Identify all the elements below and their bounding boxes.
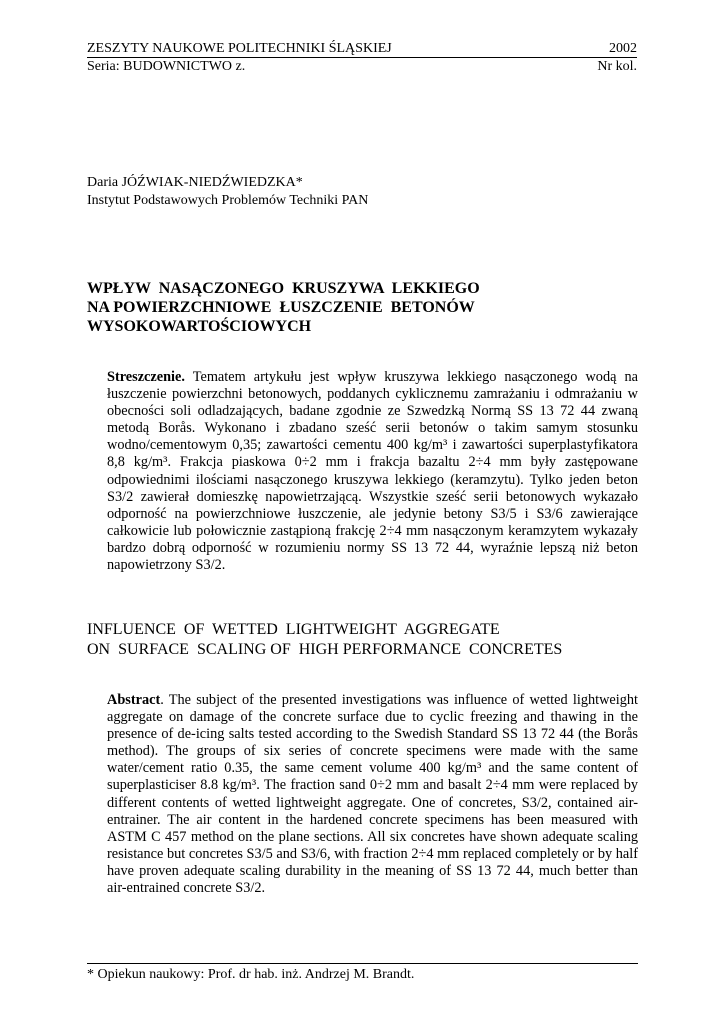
polish-title-line: WYSOKOWARTOŚCIOWYCH	[87, 318, 312, 335]
header-rule	[87, 57, 637, 58]
journal-issue: Nr kol.	[597, 59, 637, 74]
english-abstract	[87, 692, 638, 897]
polish-abstract-label: Streszczenie.	[107, 369, 185, 385]
author-block	[87, 174, 368, 210]
polish-title-line: NA POWIERZCHNIOWE ŁUSZCZENIE BETONÓW	[87, 299, 475, 316]
running-header-top	[87, 41, 637, 57]
english-abstract-label: Abstract	[107, 692, 161, 708]
footnote: * Opiekun naukowy: Prof. dr hab. inż. Andrzej M. Brandt.	[87, 967, 415, 982]
english-title-line: INFLUENCE OF WETTED LIGHTWEIGHT AGGREGATE	[87, 621, 500, 638]
polish-title-line: WPŁYW NASĄCZONEGO KRUSZYWA LEKKIEGO	[87, 280, 480, 297]
journal-year: 2002	[609, 41, 637, 56]
running-header-bottom	[87, 59, 637, 75]
polish-title	[87, 279, 647, 336]
journal-name: ZESZYTY NAUKOWE POLITECHNIKI ŚLĄSKIEJ	[87, 41, 392, 56]
english-title-line: ON SURFACE SCALING OF HIGH PERFORMANCE CONCRETES	[87, 641, 563, 658]
footnote-rule	[87, 963, 638, 964]
english-abstract-text: . The subject of the presented investigations was influence of wetted lightweight aggregate on damage of the concrete surface due to cyclic freezing and thawing in the presence of de-icing salts tested according to the Swedish Standard SS 13 72 44 (the Borås method). The groups of six series of concrete specimens were made with the same water/cement ratio 0.35, the same cement volume 400 kg/m³ and the same content of superplasticiser 8.8 kg/m³. The fraction sand 0÷2 mm and basalt 2÷4 mm were replaced by different contents of wetted lightweight aggregate. One of concretes, S3/2, contained air-entrainer. The air content in the hardened concrete specimens has been measured with ASTM C 457 method on the plane sections. All six concretes have shown adequate scaling resistance but concretes S3/5 and S3/6, with fraction 2÷4 mm replaced completely or by half have proven adequate scaling durability in the meaning of SS 13 72 44, much better than air-entrained concrete S3/2.	[107, 692, 638, 897]
journal-series: Seria: BUDOWNICTWO z.	[87, 59, 246, 74]
polish-abstract	[87, 369, 638, 574]
polish-abstract-text: Tematem artykułu jest wpływ kruszywa lekkiego nasączonego wodą na łuszczenie powierzchni betonowych, poddanych cyklicznemu zamrażaniu i odmrażaniu w obecności soli odladzających, badane zgodnie ze Szwedzką Normą SS 13 72 44 zwaną metodą Borås. Wykonano i zbadano sześć serii betonów o takim samym stosunku wodno/cementowym 0,35; zawartości cementu 400 kg/m³ i zawartości superplastyfikatora 8,8 kg/m³. Frakcja piaskowa 0÷2 mm i frakcja bazaltu 2÷4 mm były zastępowane odpowiednimi ilościami nasączonego kruszywa lekkiego (keramzytu). Tylko jeden beton S3/2 zawierał domieszkę napowietrzającą. Wszystkie sześć serii betonowych wykazało odporność na powierzchniowe łuszczenie, ale jedynie betony S3/5 i S3/6 zawierające całkowicie lub połowicznie zastąpioną frakcję 2÷4 mm nasączonym keramzytem wykazały bardzo dobrą odporność w rozumieniu normy SS 13 72 44, wyraźnie lepszą niż beton napowietrzony S3/2.	[107, 369, 638, 574]
author-name: Daria JÓŹWIAK-NIEDŹWIEDZKA*	[87, 175, 303, 190]
english-title	[87, 620, 667, 660]
author-affiliation: Instytut Podstawowych Problemów Techniki PAN	[87, 193, 369, 208]
